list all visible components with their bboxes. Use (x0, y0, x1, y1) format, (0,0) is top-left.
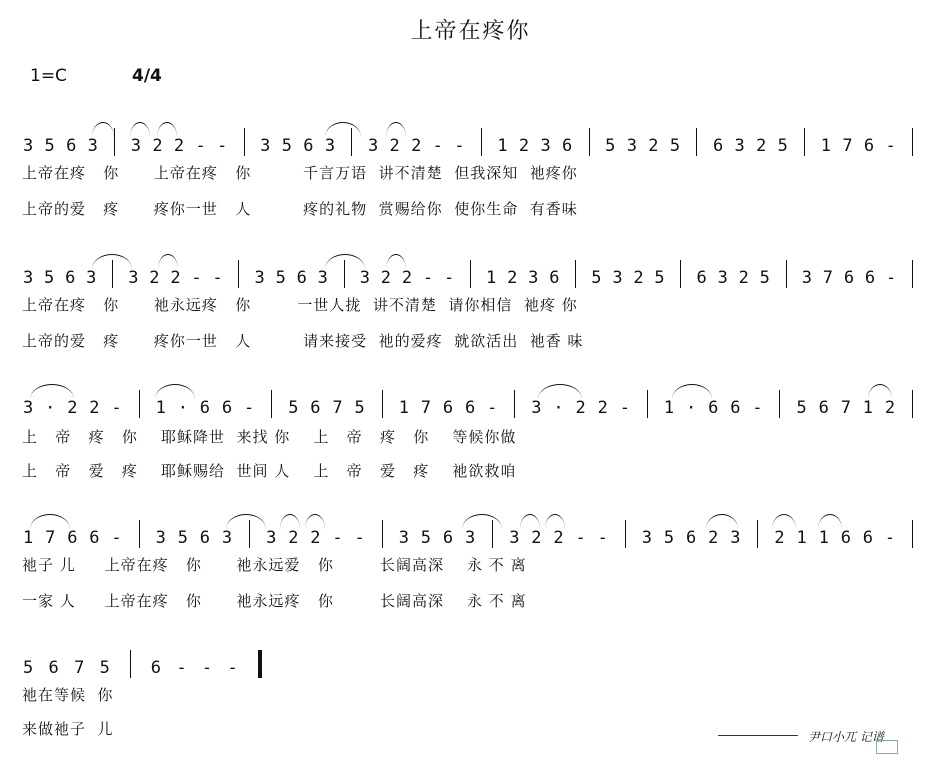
note-digit: 6 (442, 398, 454, 418)
note-extension: - (752, 398, 763, 418)
note-digit: 3 (23, 268, 34, 288)
dotted-rhythm: · (686, 398, 697, 418)
note-digit: 1 (486, 268, 497, 288)
barline (912, 390, 913, 418)
barline (139, 520, 140, 548)
note-digit: 6 (549, 268, 560, 288)
tie (386, 122, 406, 137)
note-digit: 2 (597, 398, 608, 418)
lyrics-verse-2: 上帝的爱 疼 疼你一世 人 疼的礼物 赏赐给你 使你生命 有香味 (22, 200, 578, 218)
note-digit: 1 (818, 528, 829, 548)
note-digit: 1 (663, 398, 675, 418)
dotted-rhythm: · (553, 398, 564, 418)
note-digit: 7 (420, 398, 432, 418)
note-digit: 5 (654, 268, 665, 288)
barline (139, 390, 140, 418)
note-digit: 2 (774, 528, 785, 548)
tie (545, 514, 565, 529)
barline (249, 520, 250, 548)
note-digit: 6 (442, 528, 454, 548)
lyrics-verse-1: 上帝在疼 你 上帝在疼 你 千言万语 讲不清楚 但我深知 祂疼你 (22, 164, 578, 182)
barline (238, 260, 239, 288)
note-extension: - (195, 136, 206, 156)
barline (696, 128, 697, 156)
lyrics-verse-2: 上 帝 爱 疼 耶稣赐给 世间 人 上 帝 爱 疼 祂欲救咱 (22, 462, 517, 480)
note-digit: 2 (152, 136, 163, 156)
note-extension: - (597, 528, 608, 548)
barline (647, 390, 648, 418)
lyrics-verse-2: 上帝的爱 疼 疼你一世 人 请来接受 祂的爱疼 就欲活出 祂香 味 (22, 332, 584, 350)
notation-line (0, 520, 941, 554)
note-digit: 3 (626, 136, 637, 156)
dotted-rhythm: · (45, 398, 56, 418)
slur (538, 384, 582, 399)
note-digit: 6 (65, 268, 76, 288)
note-digit: 5 (663, 528, 675, 548)
note-digit: 6 (303, 136, 314, 156)
slur (30, 384, 74, 399)
barline (344, 260, 345, 288)
note-digit: 1 (862, 398, 874, 418)
note-digit: 5 (420, 528, 432, 548)
tie (520, 514, 540, 529)
lyrics-verse-1: 祂子 儿 上帝在疼 你 祂永远爱 你 长阔高深 永 不 离 (22, 556, 527, 574)
note-digit: 5 (759, 268, 770, 288)
note-digit: 7 (332, 398, 343, 418)
note-digit: 3 (734, 136, 745, 156)
note-digit: 7 (74, 658, 85, 678)
barline (271, 390, 272, 418)
note-digit: 3 (23, 398, 34, 418)
note-digit: 5 (605, 136, 616, 156)
tie (280, 514, 300, 529)
note-digit: 5 (177, 528, 188, 548)
slur (462, 514, 502, 529)
note-digit: 2 (756, 136, 767, 156)
slur (226, 514, 266, 529)
slur (30, 514, 70, 529)
note-extension: - (619, 398, 630, 418)
tie (130, 122, 150, 137)
note-digit: 2 (553, 528, 564, 548)
note-digit: 3 (801, 268, 812, 288)
dotted-rhythm: · (177, 398, 188, 418)
note-digit: 6 (730, 398, 741, 418)
note-digit: 2 (67, 398, 78, 418)
song-title: 上帝在疼你 (410, 19, 531, 44)
note-extension: - (191, 268, 202, 288)
note-digit: 1 (796, 528, 807, 548)
note-extension: - (432, 136, 443, 156)
barline (912, 128, 913, 156)
note-digit: 6 (221, 398, 233, 418)
note-digit: 6 (843, 268, 855, 288)
note-digit: 6 (296, 268, 307, 288)
note-digit: 2 (411, 136, 422, 156)
time-signature: 4/4 (132, 66, 162, 86)
lyrics-verse-1: 祂在等候 你 (22, 686, 114, 704)
note-digit: 6 (712, 136, 724, 156)
transcriber-credit: 尹口小兀 记谱 (808, 730, 884, 744)
note-digit: 6 (465, 398, 476, 418)
note-digit: 3 (730, 528, 741, 548)
note-digit: 2 (288, 528, 299, 548)
note-digit: 2 (531, 528, 542, 548)
barline (481, 128, 482, 156)
note-digit: 6 (67, 528, 78, 548)
note-digit: 1 (820, 136, 831, 156)
note-digit: 5 (44, 136, 55, 156)
note-digit: 2 (708, 528, 719, 548)
note-digit: 6 (199, 398, 211, 418)
note-digit: 7 (842, 136, 853, 156)
slur (772, 514, 796, 529)
note-digit: 6 (696, 268, 707, 288)
note-extension: - (885, 268, 897, 288)
note-digit: 7 (45, 528, 56, 548)
note-extension: - (244, 398, 255, 418)
note-extension: - (354, 528, 365, 548)
notation-line (0, 260, 941, 294)
barline (492, 520, 493, 548)
note-digit: 3 (130, 136, 142, 156)
note-digit: 3 (23, 136, 34, 156)
note-digit: 7 (840, 398, 851, 418)
note-extension: - (332, 528, 343, 548)
stamp-logo (876, 740, 898, 754)
note-extension: - (227, 658, 238, 678)
key-signature: 1=C (30, 66, 67, 86)
barline (912, 520, 913, 548)
final-barline (258, 650, 262, 678)
note-digit: 3 (641, 528, 653, 548)
slur (325, 254, 365, 269)
barline (575, 260, 576, 288)
note-digit: 6 (310, 398, 321, 418)
barline (470, 260, 471, 288)
note-extension: - (111, 528, 122, 548)
note-digit: 2 (310, 528, 321, 548)
note-digit: 5 (23, 658, 34, 678)
note-extension: - (454, 136, 465, 156)
note-digit: 6 (89, 528, 100, 548)
note-digit: 6 (562, 136, 573, 156)
slur (92, 122, 114, 137)
note-digit: 3 (87, 136, 98, 156)
note-digit: 5 (354, 398, 365, 418)
note-digit: 3 (128, 268, 139, 288)
note-digit: 3 (86, 268, 97, 288)
note-digit: 3 (260, 136, 271, 156)
credit-rule (718, 735, 798, 736)
note-digit: 6 (862, 528, 874, 548)
barline (757, 520, 758, 548)
note-digit: 2 (170, 268, 181, 288)
note-digit: 5 (275, 268, 286, 288)
barline (382, 520, 383, 548)
barline (351, 128, 352, 156)
note-digit: 2 (389, 136, 400, 156)
notation-line (0, 128, 941, 162)
barline (112, 260, 113, 288)
note-digit: 1 (155, 398, 166, 418)
note-digit: 6 (150, 658, 162, 678)
note-digit: 3 (612, 268, 623, 288)
note-digit: 3 (528, 268, 539, 288)
note-digit: 2 (401, 268, 413, 288)
note-digit: 6 (686, 528, 697, 548)
note-digit: 3 (266, 528, 277, 548)
slur (868, 384, 892, 399)
note-extension: - (201, 658, 213, 678)
note-digit: 6 (708, 398, 719, 418)
barline (130, 650, 131, 678)
tie (305, 514, 325, 529)
barline (779, 390, 780, 418)
slur (706, 514, 738, 529)
note-digit: 2 (648, 136, 659, 156)
note-digit: 2 (507, 268, 518, 288)
note-extension: - (443, 268, 455, 288)
barline (912, 260, 913, 288)
note-digit: 2 (173, 136, 185, 156)
note-digit: 5 (281, 136, 292, 156)
note-digit: 5 (99, 658, 110, 678)
note-extension: - (111, 398, 122, 418)
note-digit: 3 (155, 528, 166, 548)
barline (114, 128, 115, 156)
note-digit: 2 (149, 268, 160, 288)
note-digit: 3 (465, 528, 476, 548)
note-digit: 6 (864, 268, 876, 288)
note-digit: 2 (518, 136, 530, 156)
note-digit: 6 (840, 528, 851, 548)
barline (786, 260, 787, 288)
lyrics-verse-2: 来做祂子 儿 (22, 720, 114, 738)
lyrics-verse-1: 上 帝 疼 你 耶稣降世 来找 你 上 帝 疼 你 等候你做 (22, 428, 517, 446)
slur (672, 384, 712, 399)
note-digit: 2 (575, 398, 586, 418)
note-digit: 3 (317, 268, 328, 288)
note-digit: 6 (199, 528, 211, 548)
lyrics-verse-2: 一家 人 上帝在疼 你 祂永远疼 你 长阔高深 永 不 离 (22, 592, 527, 610)
note-digit: 3 (359, 268, 370, 288)
note-digit: 2 (633, 268, 644, 288)
note-digit: 2 (738, 268, 749, 288)
note-digit: 3 (717, 268, 728, 288)
note-digit: 3 (531, 398, 542, 418)
note-digit: 6 (66, 136, 77, 156)
barline (382, 390, 383, 418)
slur (325, 122, 361, 137)
note-digit: 2 (380, 268, 392, 288)
note-digit: 1 (497, 136, 508, 156)
barline (514, 390, 515, 418)
note-digit: 5 (796, 398, 807, 418)
note-digit: 6 (863, 136, 875, 156)
note-digit: 7 (822, 268, 834, 288)
note-digit: 2 (884, 398, 896, 418)
note-digit: 1 (398, 398, 409, 418)
barline (589, 128, 590, 156)
note-digit: 3 (367, 136, 379, 156)
note-extension: - (885, 136, 896, 156)
note-extension: - (212, 268, 223, 288)
note-extension: - (884, 528, 896, 548)
note-digit: 5 (44, 268, 55, 288)
note-digit: 5 (288, 398, 299, 418)
note-digit: 3 (398, 528, 409, 548)
barline (680, 260, 681, 288)
note-extension: - (575, 528, 586, 548)
tie (158, 254, 178, 269)
notation-line (0, 390, 941, 424)
barline (625, 520, 626, 548)
slur (155, 384, 195, 399)
barline (244, 128, 245, 156)
note-digit: 1 (23, 528, 34, 548)
lyrics-verse-1: 上帝在疼 你 祂永远疼 你 一世人拢 讲不清楚 请你相信 祂疼 你 (22, 296, 578, 314)
note-digit: 6 (818, 398, 829, 418)
note-digit: 3 (540, 136, 551, 156)
tie (386, 254, 406, 269)
note-digit: 3 (509, 528, 520, 548)
notation-line (0, 650, 941, 684)
tie (157, 122, 177, 137)
note-digit: 3 (254, 268, 265, 288)
note-extension: - (487, 398, 498, 418)
note-digit: 3 (324, 136, 336, 156)
slur (818, 514, 842, 529)
note-extension: - (217, 136, 228, 156)
note-digit: 6 (48, 658, 59, 678)
note-digit: 5 (669, 136, 681, 156)
note-extension: - (422, 268, 434, 288)
note-digit: 5 (777, 136, 788, 156)
note-extension: - (176, 658, 187, 678)
note-digit: 3 (221, 528, 233, 548)
barline (804, 128, 805, 156)
note-digit: 5 (591, 268, 602, 288)
note-digit: 2 (89, 398, 100, 418)
